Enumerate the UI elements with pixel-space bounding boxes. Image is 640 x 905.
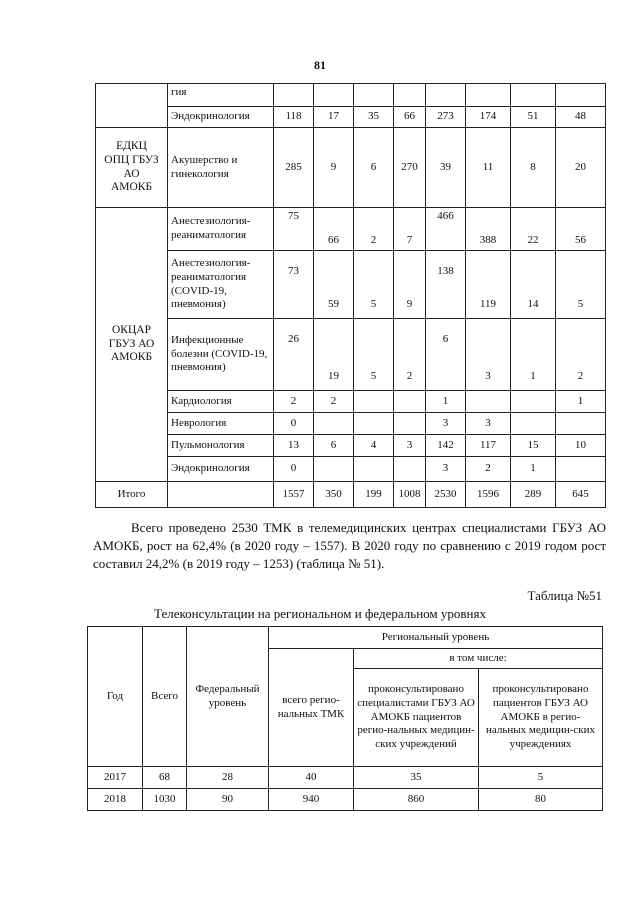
org-line: ЕДКЦ xyxy=(116,139,147,152)
value-cell: 174 xyxy=(466,107,511,128)
table-row xyxy=(88,767,603,789)
value-cell: 142 xyxy=(426,435,466,457)
value-cell xyxy=(511,413,556,435)
value-cell: 68 xyxy=(143,767,187,789)
value-cell: 273 xyxy=(426,107,466,128)
value-cell: 17 xyxy=(314,107,354,128)
value-cell: 15 xyxy=(511,435,556,457)
table-row xyxy=(96,391,606,413)
value-cell: 1 xyxy=(511,457,556,482)
header-row xyxy=(88,627,603,649)
value-cell: 26 xyxy=(274,319,314,391)
value-cell: 9 xyxy=(314,128,354,208)
specialty-cell: Неврология xyxy=(168,413,274,435)
value-cell: 48 xyxy=(556,107,606,128)
value-cell: 8 xyxy=(511,128,556,208)
value-cell: 35 xyxy=(354,107,394,128)
value-cell xyxy=(466,84,511,107)
value-cell xyxy=(556,413,606,435)
value-cell xyxy=(394,391,426,413)
specialty-cell: Анестезиология-реаниматология xyxy=(168,208,274,251)
value-cell xyxy=(394,84,426,107)
org-line: ОПЦ ГБУЗ xyxy=(104,153,159,166)
value-cell: 39 xyxy=(426,128,466,208)
table-row xyxy=(96,208,606,251)
org-line: АО xyxy=(123,167,140,180)
value-cell: 11 xyxy=(466,128,511,208)
value-cell: 7 xyxy=(394,208,426,251)
value-cell xyxy=(274,84,314,107)
value-cell: 138 xyxy=(426,251,466,319)
specialty-consultations-table xyxy=(95,83,606,508)
value-cell: 1 xyxy=(556,391,606,413)
value-cell: 22 xyxy=(511,208,556,251)
table-row xyxy=(88,789,603,811)
value-cell: 0 xyxy=(274,413,314,435)
value-cell xyxy=(394,457,426,482)
total-value: 350 xyxy=(314,482,354,508)
header-patients: проконсультировано пациентов ГБУЗ АО АМОКБ в регио-нальных медицин-ских учреждениях xyxy=(479,669,603,767)
value-cell xyxy=(314,457,354,482)
org-line: АМОКБ xyxy=(110,351,153,364)
value-cell: 6 xyxy=(354,128,394,208)
value-cell: 118 xyxy=(274,107,314,128)
specialty-cell: гия xyxy=(168,84,274,107)
value-cell xyxy=(466,391,511,413)
value-cell: 28 xyxy=(187,767,269,789)
value-cell: 466 xyxy=(426,208,466,251)
value-cell: 5 xyxy=(479,767,603,789)
value-cell xyxy=(394,413,426,435)
total-row xyxy=(96,482,606,508)
value-cell: 66 xyxy=(314,208,354,251)
table-row xyxy=(96,107,606,128)
value-cell xyxy=(556,84,606,107)
total-value: 1596 xyxy=(466,482,511,508)
header-regional: Региональный уровень xyxy=(269,627,603,649)
year-cell: 2018 xyxy=(88,789,143,811)
total-value: 1008 xyxy=(394,482,426,508)
value-cell: 1 xyxy=(426,391,466,413)
value-cell xyxy=(511,391,556,413)
value-cell: 5 xyxy=(556,251,606,319)
specialty-cell: Эндокринология xyxy=(168,457,274,482)
table-title: Телеконсультации на региональном и федеральном уровнях xyxy=(154,606,486,621)
value-cell: 5 xyxy=(354,251,394,319)
value-cell: 1030 xyxy=(143,789,187,811)
table-row xyxy=(96,84,606,107)
value-cell: 3 xyxy=(466,413,511,435)
value-cell xyxy=(354,457,394,482)
value-cell xyxy=(354,391,394,413)
table-row xyxy=(96,435,606,457)
total-label: Итого xyxy=(96,482,168,508)
value-cell: 119 xyxy=(466,251,511,319)
value-cell: 14 xyxy=(511,251,556,319)
value-cell xyxy=(314,413,354,435)
value-cell xyxy=(354,413,394,435)
value-cell: 2 xyxy=(466,457,511,482)
value-cell: 56 xyxy=(556,208,606,251)
value-cell: 20 xyxy=(556,128,606,208)
value-cell: 40 xyxy=(269,767,354,789)
org-cell-edkc xyxy=(96,128,168,208)
header-federal: Федеральный уровень xyxy=(187,627,269,767)
total-empty-cell xyxy=(168,482,274,508)
value-cell: 35 xyxy=(354,767,479,789)
header-year: Год xyxy=(88,627,143,767)
total-value: 199 xyxy=(354,482,394,508)
value-cell: 75 xyxy=(274,208,314,251)
summary-paragraph: Всего проведено 2530 ТМК в телемедицинских центрах специалистами ГБУЗ АО АМОКБ, рост на 62,4% (в 2020 году – 1557). В 2020 году по сравнению с 2019 годом рост составил 24,2% (в 2019 году – 1253) (таблица № 51). xyxy=(93,520,606,571)
header-including: в том числе: xyxy=(354,649,603,669)
value-cell: 51 xyxy=(511,107,556,128)
header-by-specialists: проконсультировано специалистами ГБУЗ АО АМОКБ пациентов регио-нальных медицин-ских учреждений xyxy=(354,669,479,767)
teleconsultations-table xyxy=(87,626,603,811)
value-cell: 3 xyxy=(426,457,466,482)
org-cell-continued xyxy=(96,84,168,128)
value-cell: 2 xyxy=(354,208,394,251)
value-cell: 5 xyxy=(354,319,394,391)
value-cell xyxy=(556,457,606,482)
value-cell: 90 xyxy=(187,789,269,811)
header-total: Всего xyxy=(143,627,187,767)
value-cell: 3 xyxy=(394,435,426,457)
value-cell: 13 xyxy=(274,435,314,457)
value-cell xyxy=(511,84,556,107)
total-value: 2530 xyxy=(426,482,466,508)
value-cell: 2 xyxy=(274,391,314,413)
table-row xyxy=(96,319,606,391)
value-cell: 80 xyxy=(479,789,603,811)
value-cell: 2 xyxy=(556,319,606,391)
specialty-cell: Пульмонология xyxy=(168,435,274,457)
specialty-cell: Эндокринология xyxy=(168,107,274,128)
value-cell: 6 xyxy=(426,319,466,391)
value-cell: 66 xyxy=(394,107,426,128)
org-line: ГБУЗ АО xyxy=(108,337,155,350)
table-row xyxy=(96,413,606,435)
value-cell: 285 xyxy=(274,128,314,208)
table-row xyxy=(96,128,606,208)
specialty-cell: Инфекционные болезни (COVID-19, пневмония) xyxy=(168,319,274,391)
header-regional-total: всего регио-нальных ТМК xyxy=(269,649,354,767)
table-row xyxy=(96,251,606,319)
table-row xyxy=(96,457,606,482)
value-cell xyxy=(314,84,354,107)
specialty-cell: Акушерство и гинекология xyxy=(168,128,274,208)
total-value: 1557 xyxy=(274,482,314,508)
org-line: ОКЦАР xyxy=(112,323,151,336)
value-cell: 9 xyxy=(394,251,426,319)
value-cell: 73 xyxy=(274,251,314,319)
value-cell: 860 xyxy=(354,789,479,811)
value-cell: 2 xyxy=(314,391,354,413)
value-cell: 19 xyxy=(314,319,354,391)
value-cell: 3 xyxy=(466,319,511,391)
value-cell: 2 xyxy=(394,319,426,391)
specialty-cell: Анестезиология-реаниматология (COVID-19, пневмония) xyxy=(168,251,274,319)
value-cell: 270 xyxy=(394,128,426,208)
specialty-cell: Кардиология xyxy=(168,391,274,413)
value-cell: 6 xyxy=(314,435,354,457)
table-number-label: Таблица №51 xyxy=(527,588,602,603)
value-cell: 4 xyxy=(354,435,394,457)
value-cell: 0 xyxy=(274,457,314,482)
value-cell xyxy=(354,84,394,107)
value-cell: 940 xyxy=(269,789,354,811)
total-value: 645 xyxy=(556,482,606,508)
org-line: АМОКБ xyxy=(110,181,153,194)
value-cell: 388 xyxy=(466,208,511,251)
value-cell xyxy=(426,84,466,107)
org-cell-okcar xyxy=(96,208,168,482)
value-cell: 59 xyxy=(314,251,354,319)
value-cell: 10 xyxy=(556,435,606,457)
value-cell: 3 xyxy=(426,413,466,435)
page-number: 81 xyxy=(314,58,326,72)
value-cell: 1 xyxy=(511,319,556,391)
total-value: 289 xyxy=(511,482,556,508)
value-cell: 117 xyxy=(466,435,511,457)
year-cell: 2017 xyxy=(88,767,143,789)
